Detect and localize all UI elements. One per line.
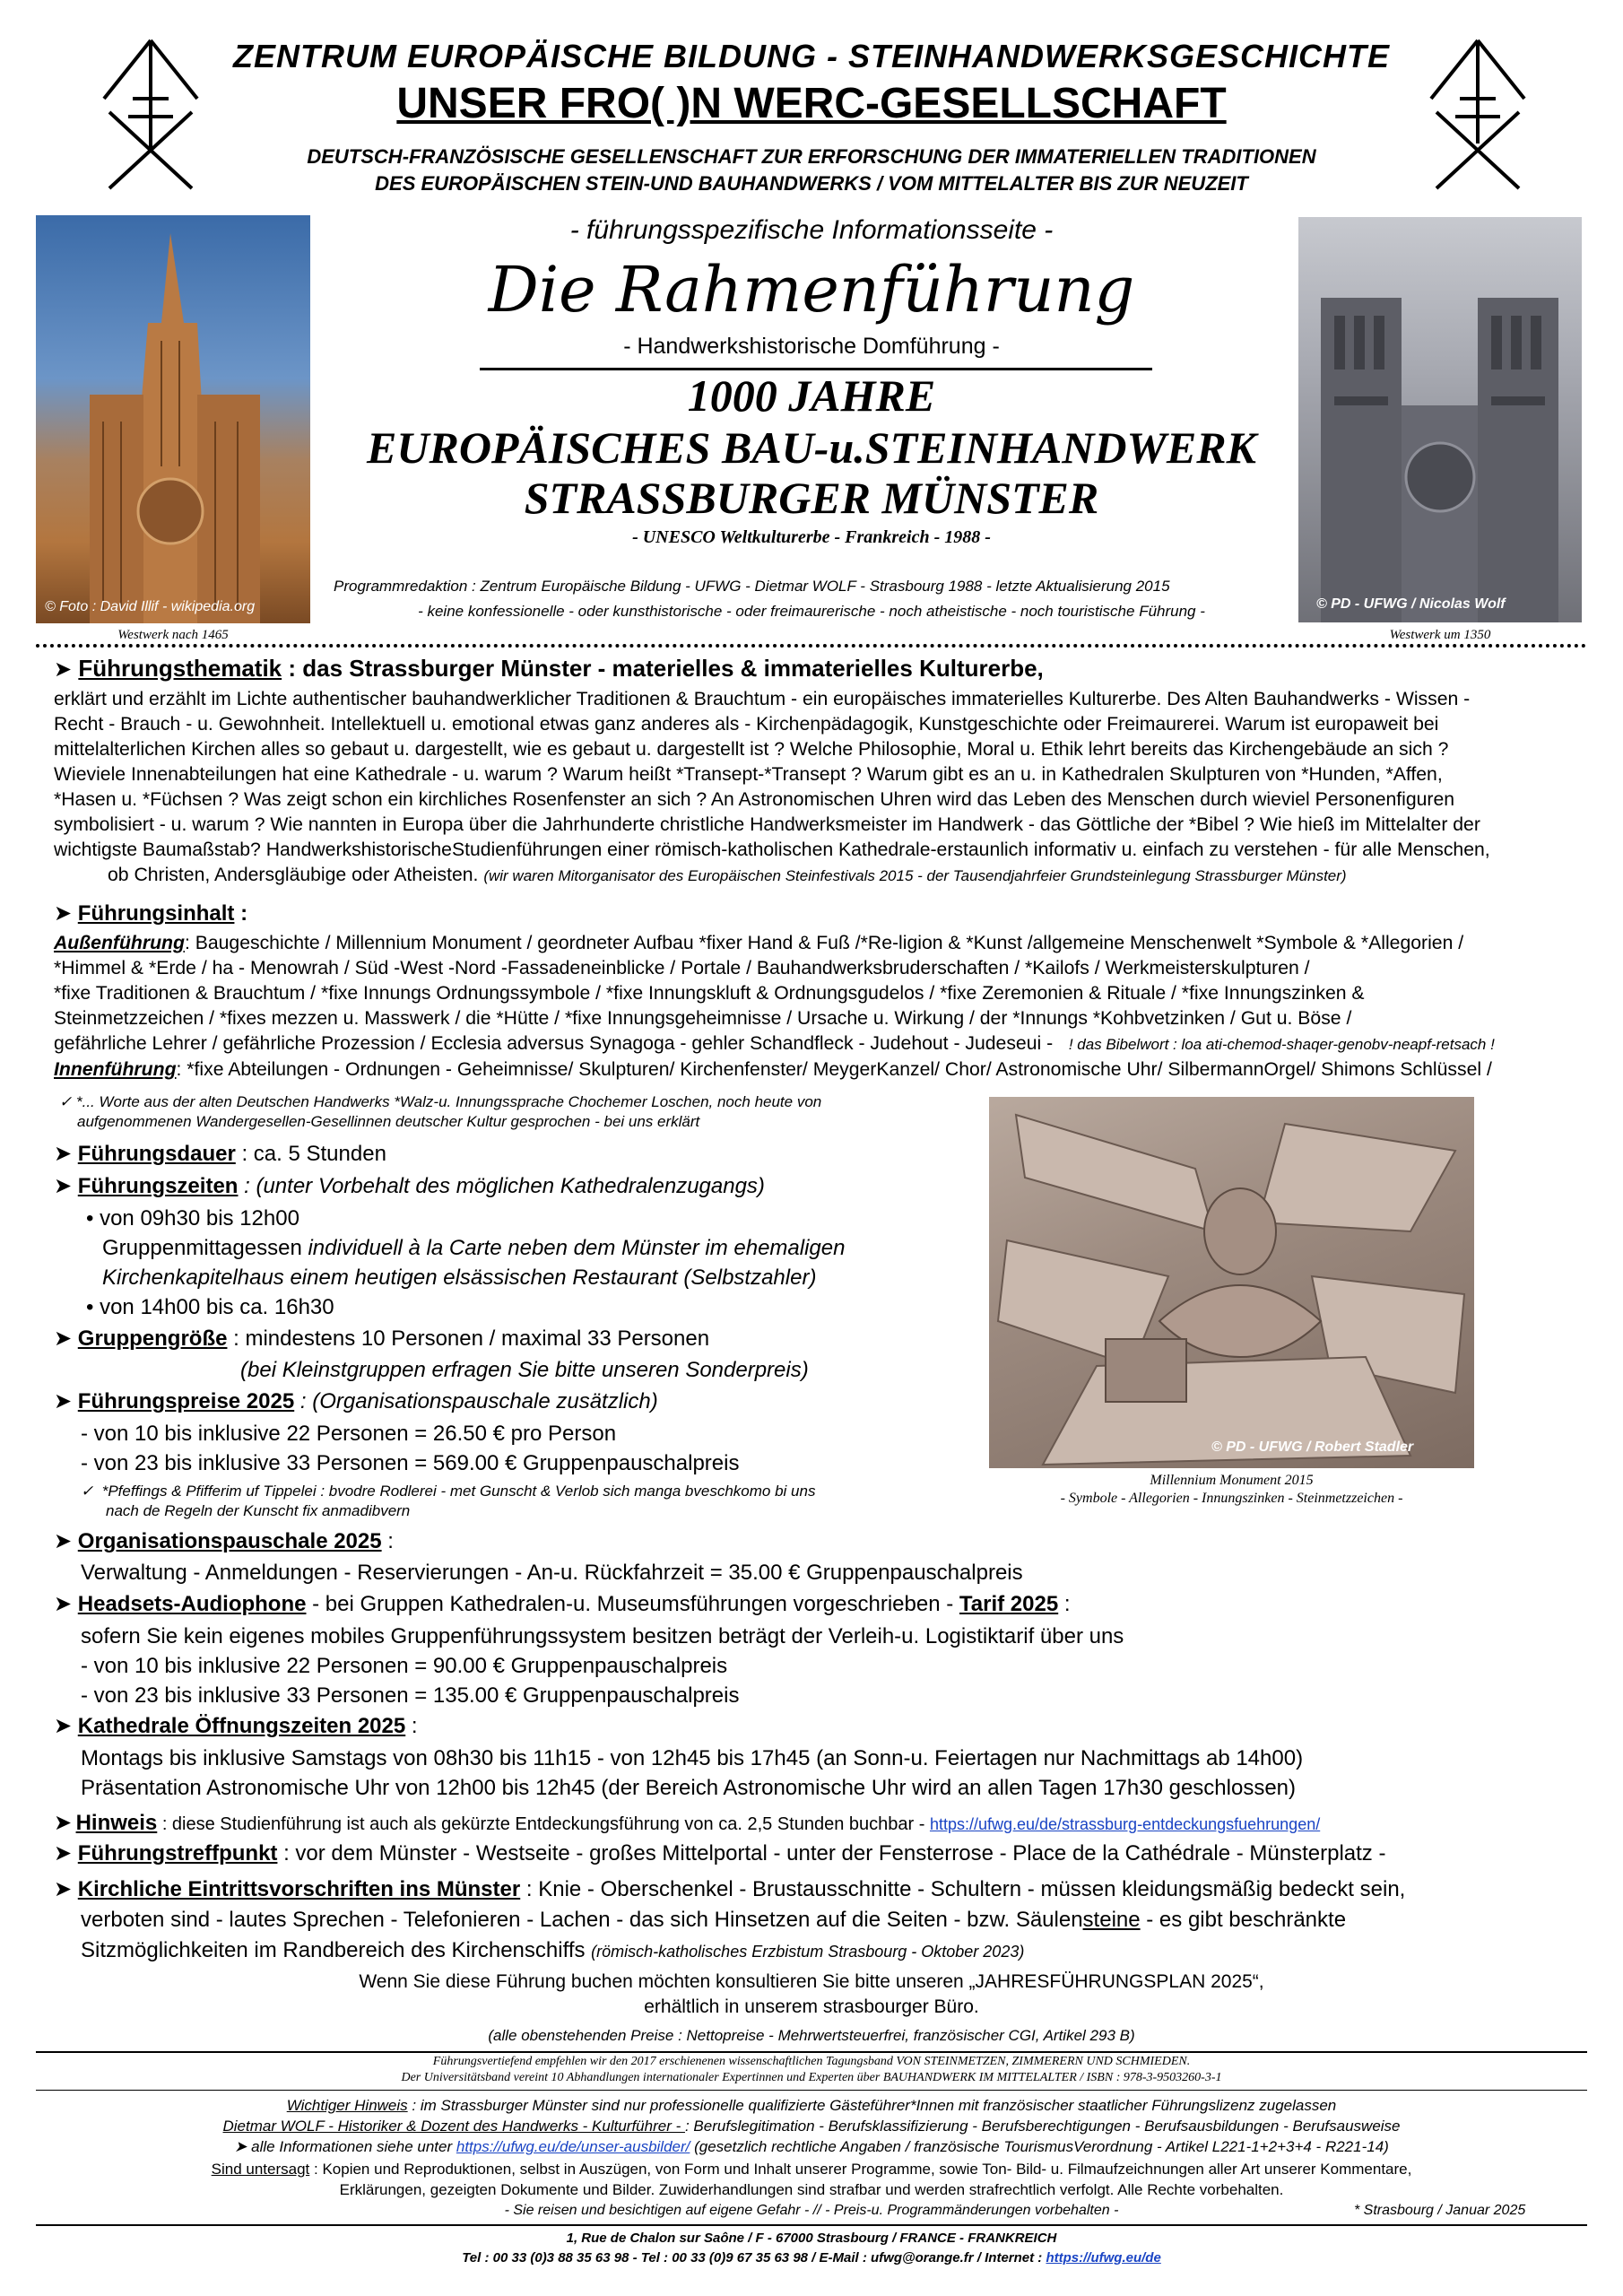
arrow-bullet-icon: ➤ bbox=[54, 657, 73, 682]
redaktion-line: Programmredaktion : Zentrum Europäische Bildung - UFWG - Dietmar WOLF - Strasbourg 1988 - letzte Aktualisierung 2015 bbox=[334, 578, 1170, 595]
cathedral-photo-left bbox=[36, 215, 310, 623]
arrow-bullet-icon: ➤ bbox=[54, 1811, 73, 1835]
arrow-bullet-icon: ➤ bbox=[234, 2138, 247, 2155]
millennium-monument-photo bbox=[989, 1097, 1474, 1468]
monument-caption-1: Millennium Monument 2015 bbox=[1150, 1473, 1314, 1488]
arrow-bullet-icon: ➤ bbox=[54, 1389, 73, 1413]
footer-wichtig: Wichtiger Hinweis : im Strassburger Münster sind nur professionelle qualifizierte Gästeführer*Innen mit französischer staatlicher Führungslizenz zugelassen bbox=[286, 2097, 1337, 2114]
section-inhalt: ➤ Führungsinhalt : bbox=[54, 901, 248, 926]
oeffnung-lines: Montags bis inklusive Samstags von 08h30 bis 11h15 - von 12h45 bis 17h45 (an Sonn-u. Feiertagen nur Nachmittags ab 14h00) Präsentation Astronomische Uhr von 12h00 bis 12h45 (der Bereich Astronomische Uhr wird an allen Tagen 17h30 geschlossen) bbox=[81, 1746, 1304, 1800]
photo-credit-monument: © PD - UFWG / Robert Stadler bbox=[1211, 1439, 1414, 1455]
arrow-bullet-icon: ➤ bbox=[54, 1174, 73, 1198]
section-headsets: ➤ Headsets-Audiophone - bei Gruppen Kathedralen-u. Museumsführungen vorgeschrieben - Tarif 2025 : bbox=[54, 1592, 1071, 1616]
inhalt-text: Außenführung: Baugeschichte / Millennium Monument / geordneter Aufbau *fixer Hand & Fuß /*Re-ligion & *Kunst /allgemeine Menschenwelt *Symbole & *Allegorien / *Himmel & *Erde / ha - Menowrah / Süd -West -Nord -Fassadeneinblicke / Portale / Bauhandwerksbruderschaften / *Kailofs / Werkmeisterskulpturen / *fixe Traditionen & Brauchtum / *fixe Innungs Ordnungssymbole / *fixe Innungskluft & Ordnungsgudelos / *fixe Zeremonien & Rituale / *fixe Innungszinken & Steinmetzzeichen / *fixes mezzen u. Masswerk / die *Hütte / *fixe Innungsgeheimnisse / Ursache u. Wirkung / der *Innungs *Kohbvetzinken / Gut u. Böse / gefährliche Lehrer / gefährliche Prozession / Ecclesia adversus Synagoga - gehler Schandfleck - Judehout - Judeseui - ! das Bibelwort : loa ati-chemod-shaqer-genobv-neapf-retsach ! Innenführung: *fixe Abteilungen - Ordnungen - Geheimnisse/ Skulpturen/ Kirchenfenster/ MeygerKanzel/ Chor/ Astronomische Uhr/ SilbermannOrgel/ Shimons Schlüssel / bbox=[54, 933, 1495, 1080]
cathedral-photo-right bbox=[1298, 217, 1582, 622]
disclaimer-line: - keine konfessionelle - oder kunsthistorische - oder freimaurerische - noch atheistische - noch touristische Führung - bbox=[418, 603, 1205, 620]
society-description: DEUTSCH-FRANZÖSISCHE GESELLENSCHAFT ZUR ERFORSCHUNG DER IMMATERIELLEN TRADITIONEN DES EUROPÄISCHEN STEIN-UND BAUHANDWERKS / VOM MITTELALTER BIS ZUR NEUZEIT bbox=[307, 145, 1316, 195]
photo-caption-left: Westwerk nach 1465 bbox=[117, 628, 229, 642]
footer-contact: Tel : 00 33 (0)3 88 35 63 98 - Tel : 00 33 (0)9 67 35 63 98 / E-Mail : ufwg@orange.fr / Internet : https://ufwg.eu/de bbox=[462, 2250, 1161, 2266]
monument-caption-2: - Symbole - Allegorien - Innungszinken - Steinmetzzeichen - bbox=[1060, 1491, 1403, 1506]
section-vorschriften: ➤ Kirchliche Eintrittsvorschriften ins Münster : Knie - Oberschenkel - Brustausschnitte - Schultern - müssen kleidungsmäßig bedeckt sein, verboten sind - lautes Sprechen - Telefonieren - Lachen - das sich Hinsetzen auf die Seiten - bzw. Säulensteine - es gibt beschränkte Sitzmöglichkeiten im Randbereich des Kirchenschiffs (römisch-katholisches Erzbistum Strasbourg - Oktober 2023) bbox=[54, 1877, 1406, 1962]
footer-date: * Strasbourg / Januar 2025 bbox=[1354, 2203, 1526, 2218]
section-thematik: ➤ Führungsthematik : das Strassburger Münster - materielles & immaterielles Kulturerbe, bbox=[54, 655, 1044, 682]
society-title: UNSER FRO( )N WERC-GESELLSCHAFT bbox=[396, 80, 1227, 127]
section-orga: ➤ Organisationspauschale 2025 : bbox=[54, 1529, 394, 1553]
org-heading: ZENTRUM EUROPÄISCHE BILDUNG - STEINHANDWERKSGESCHICHTE bbox=[232, 38, 1391, 74]
footer-risk: - Sie reisen und besichtigen auf eigene Gefahr - // - Preis-u. Programmänderungen vorbehalten - bbox=[504, 2203, 1119, 2218]
footer-rule-bottom bbox=[36, 2224, 1587, 2226]
section-dauer: ➤ Führungsdauer : ca. 5 Stunden bbox=[54, 1142, 386, 1166]
script-title: Die Rahmenführung bbox=[488, 253, 1135, 326]
website-link[interactable]: https://ufwg.eu/de bbox=[1046, 2250, 1161, 2266]
mason-mark-logo-left bbox=[97, 36, 204, 193]
inhalt-note: ✓ *... Worte aus der alten Deutschen Handwerks *Walz-u. Innungssprache Chochemer Loschen, noch heute von aufgenommenen Wandergesellen-Gesellinnen deutscher Kultur gesprochen - bei uns erklärt bbox=[59, 1093, 822, 1130]
booking-info: Wenn Sie diese Führung buchen möchten konsultieren Sie bitte unseren „JAHRESFÜHRUNGSPLAN 2025“, erhältlich in unserem strasbourger Büro. (alle obenstehenden Preise : Nettopreise - Mehrwertsteuerfrei, französischer CGI, Artikel 293 B) bbox=[359, 1971, 1264, 2044]
section-zeiten: ➤ Führungszeiten : (unter Vorbehalt des möglichen Kathedralenzugangs) bbox=[54, 1174, 765, 1198]
preise-joke: ✓ *Pfeffings & Pfifferim uf Tippelei : bvodre Rodlerei - met Gunscht & Verlob sich manga bveschkomo bi uns nach de Regeln der Kunscht fix anmadibvern bbox=[81, 1483, 816, 1519]
arrow-bullet-icon: ➤ bbox=[54, 1841, 73, 1866]
arrow-bullet-icon: ➤ bbox=[54, 1326, 73, 1351]
dotted-separator bbox=[36, 644, 1587, 648]
ausbilder-link[interactable]: https://ufwg.eu/de/unser-ausbilder/ bbox=[456, 2138, 690, 2155]
arrow-bullet-icon: ➤ bbox=[54, 1529, 73, 1553]
info-line: - führungsspezifische Informationsseite - bbox=[569, 215, 1054, 245]
zeiten-list: • von 09h30 bis 12h00 Gruppenmittagessen individuell à la Carte neben dem Münster im ehemaligen Kirchenkapitelhaus einem heutigen elsässischen Restaurant (Selbstzahler) • von 14h00 bis ca. 16h30 bbox=[86, 1206, 846, 1319]
footer-untersagt: Sind untersagt : Kopien und Reproduktionen, selbst in Auszügen, von Form und Inhalt unserer Programme, sowie Ton- Bild- u. Filmaufzeichnungen aller Art unserer Kommentare, Erklärungen, gezeigten Dokumente und Bilder. Zuwiderhandlungen sind strafbar und werden strafrechtlich verfolgt. Alle Rechte vorbehalten. bbox=[211, 2161, 1412, 2198]
footer-rule-mid bbox=[36, 2090, 1587, 2091]
arrow-bullet-icon: ➤ bbox=[54, 901, 73, 926]
footer-rule-top bbox=[36, 2051, 1587, 2053]
section-treffpunkt: ➤ Führungstreffpunkt : vor dem Münster - Westseite - großes Mittelportal - unter der Fensterrose - Place de la Cathédrale - Münsterplatz - bbox=[54, 1841, 1386, 1866]
photo-credit-right: © PD - UFWG / Nicolas Wolf bbox=[1316, 596, 1506, 612]
headsets-lines: sofern Sie kein eigenes mobiles Gruppenführungssystem besitzen beträgt der Verleih-u. Logistiktarif über uns - von 10 bis inklusive 22 Personen = 90.00 € Gruppenpauschalpreis - von 23 bis inklusive 33 Personen = 135.00 € Gruppenpauschalpreis bbox=[81, 1624, 1124, 1708]
mason-mark-logo-right bbox=[1424, 36, 1532, 193]
footer-wolf: Dietmar WOLF - Historiker & Dozent des Handwerks - Kulturführer - : Berufslegitimation - Berufsklassifizierung - Berufsberechtigungen - Berufsausbildungen - Berufsausweise bbox=[222, 2118, 1401, 2135]
title-subtitle: - Handwerkshistorische Domführung - bbox=[623, 334, 1000, 359]
groesse-note: (bei Kleinstgruppen erfragen Sie bitte unseren Sonderpreis) bbox=[240, 1358, 809, 1382]
photo-credit-left: © Foto : David Illif - wikipedia.org bbox=[45, 599, 256, 614]
arrow-bullet-icon: ➤ bbox=[54, 1592, 73, 1616]
title-line-2: EUROPÄISCHES BAU-u.STEINHANDWERK bbox=[367, 422, 1256, 473]
thematik-text: erklärt und erzählt im Lichte authentischer bauhandwerklicher Traditionen & Brauchtum - ein europäisches immaterielles Kulturerbe. Des Alten Bauhandwerks - Wissen - Recht - Brauch - u. Gewohnheit. Intellektuell u. emotional etwas ganz anderes als - Kirchenpädagogik, Kunstgeschichte oder Freimaurerei. Warum ist europaweit bei mittelalterlichen Kirchen alles so gebaut u. dargestellt, wie es gebaut u. dargestellt ist ? Welche Philosophie, Moral u. Ethik lehrt bereits das Kirchengebäude an sich ? Wieviele Innenabteilungen hat eine Kathedrale - u. warum ? Warum heißt *Transept-*Transept ? Warum gibt es an u. in Kathedralen Skulpturen von *Hunden, *Affen, *Hasen u. *Füchsen ? Was zeigt schon ein kirchliches Rosenfenster an sich ? An Astronomischen Uhren wird das Leben des Menschen durch wieviel Personenfiguren symbolisiert - u. warum ? Wie nannten in Europa über die Jahrhunderte christliche Handwerksmeister im Handwerk - das Göttliche der *Bibel ? Wie hieß im Mittelalter der wichtigste Baumaßstab? HandwerkshistorischeStudienführungen einer römisch-katholischen Kathedrale-erstaunlich informativ u. einfach zu verstehen - für alle Menschen, ob Christen, Andersgläubige oder Atheisten. (wir waren Mitorganisator des Europäischen Steinfestivals 2015 - der Tausendjahrfeier Grundsteinlegung Strassburger Münster) bbox=[54, 689, 1490, 885]
title-line-1: 1000 JAHRE bbox=[687, 370, 936, 421]
footer-book-note: Führungsvertiefend empfehlen wir den 2017 erschienenen wissenschaftlichen Tagungsband VON STEINMETZEN, ZIMMERERN UND SCHMIEDEN. Der Universitätsband vereint 10 Abhandlungen internationaler Expertinnen und Experten über BAUHANDWERK IM MITTELALTER / ISBN : 978-3-9503260-3-1 bbox=[401, 2055, 1222, 2084]
photo-caption-right: Westwerk um 1350 bbox=[1389, 628, 1491, 642]
arrow-bullet-icon: ➤ bbox=[54, 1714, 73, 1738]
hinweis-link[interactable]: https://ufwg.eu/de/strassburg-entdeckungsfuehrungen/ bbox=[929, 1815, 1321, 1833]
arrow-bullet-icon: ➤ bbox=[54, 1877, 73, 1901]
check-icon: ✓ bbox=[81, 1483, 94, 1500]
footer-address: 1, Rue de Chalon sur Saône / F - 67000 Strasbourg / FRANCE - FRANKREICH bbox=[566, 2231, 1057, 2246]
section-hinweis: ➤ Hinweis : diese Studienführung ist auch als gekürzte Entdeckungsführung von ca. 2,5 Stunden buchbar - https://ufwg.eu/de/strassburg-entdeckungsfuehrungen/ bbox=[54, 1811, 1321, 1835]
footer-info: ➤ alle Informationen siehe unter https://ufwg.eu/de/unser-ausbilder/ (gesetzlich rechtliche Angaben / französische TourismusVerordnung - Artikel L221-1+2+3+4 - R221-14) bbox=[234, 2138, 1389, 2155]
title-line-3: STRASSBURGER MÜNSTER bbox=[524, 473, 1099, 523]
preise-list: - von 10 bis inklusive 22 Personen = 26.50 € pro Person - von 23 bis inklusive 33 Personen = 569.00 € Gruppenpauschalpreis bbox=[81, 1422, 740, 1475]
section-preise: ➤ Führungspreise 2025 : (Organisationspauschale zusätzlich) bbox=[54, 1389, 658, 1413]
section-groesse: ➤ Gruppengröße : mindestens 10 Personen / maximal 33 Personen bbox=[54, 1326, 710, 1351]
orga-line: Verwaltung - Anmeldungen - Reservierungen - An-u. Rückfahrzeit = 35.00 € Gruppenpauschalpreis bbox=[81, 1561, 1023, 1585]
arrow-bullet-icon: ➤ bbox=[54, 1142, 73, 1166]
unesco-line: - UNESCO Weltkulturerbe - Frankreich - 1988 - bbox=[632, 527, 991, 547]
section-oeffnung: ➤ Kathedrale Öffnungszeiten 2025 : bbox=[54, 1714, 418, 1738]
check-icon: ✓ bbox=[59, 1093, 73, 1110]
